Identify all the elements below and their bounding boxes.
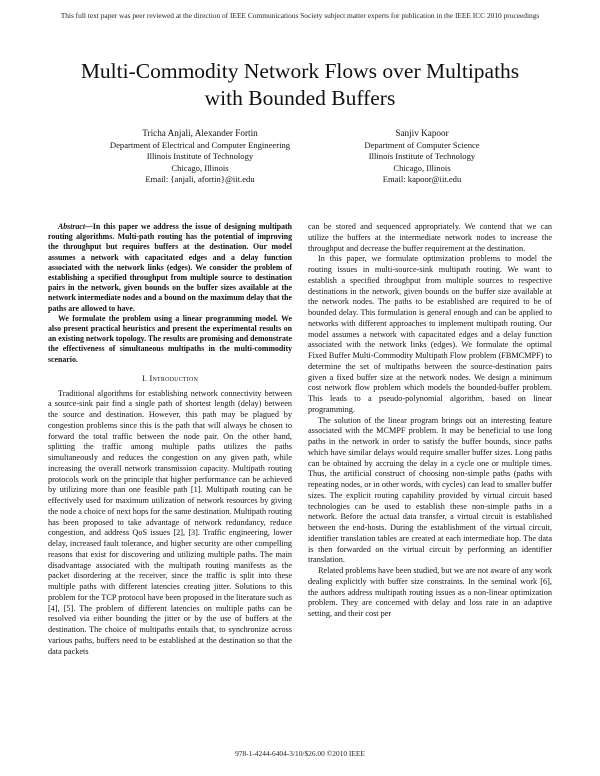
- section-heading-introduction: [48, 374, 292, 385]
- author-block-right: [318, 128, 526, 186]
- body-paragraph: The solution of the linear program brings out an interesting feature associated with the MCMPF problem. It may be beneficial to use long paths in the network in order to satisfy the buffer bounds, since paths which have similar delays would require smaller buffer sizes. Long paths can be obtained by accruing the delay in a cycle one or multiple times. Thus, the artificial construct of choosing non-simple paths (paths with repeating nodes, or in other words, with cycles) can lead to smaller buffer sizes. The explicit routing capability provided by virtual circuit based technologies can be used to establish these non-simple paths in a network. Before the actual data transfer, a virtual circuit is established between the end-hosts. During the establishment of the virtual circuit, identifier translation tables are created at each intermediate hop. The data is then forwarded on the virtual circuit by performing an identifier translation.: [308, 415, 552, 565]
- author-institution: Illinois Institute of Technology: [146, 151, 254, 162]
- title-line-1: Multi-Commodity Network Flows over Multipaths: [80, 59, 520, 83]
- title-line-2: with Bounded Buffers: [204, 86, 396, 110]
- section-title: Introduction: [149, 373, 199, 383]
- author-location: Chicago, Illinois: [171, 162, 229, 173]
- body-paragraph: In this paper, we formulate optimization problems to model the routing issues in multi-source-sink multipath routing. We want to establish a specified throughput from multiple sources to respective destinations in the network, given bounds on the buffer size available at the network nodes. The paths to be established are required to be of bounded delay. This formulation is general enough and can be applied to networks with different approaches to implement multipath routing. Our model assumes a network with capacitated edges and a delay function associated with the network links (edges). We formulate the optimal Fixed Buffer Multi-Commodity Multipath Flow problem (FBMCMPF) to determine the set of multipaths between the source-destination pairs given a fixed buffer size at the network nodes. We design a minimum cost network flow problem which models the bounded-buffer problem. This leads to a pseudo-polynomial algorithm, based on linear programming.: [308, 254, 552, 414]
- section-numeral: I.: [141, 373, 148, 383]
- paper-title: [30, 58, 570, 112]
- author-location: Chicago, Illinois: [393, 162, 451, 173]
- body-paragraph: Traditional algorithms for establishing network connectivity between a source-sink pair find a single path of shortest length (delay) between the source and destination. However, this path may be plagued by congestion problems since this is the path that will always be chosen to forward the total traffic between the node pair. On the other hand, splitting the traffic among multiple paths utilizes the paths simultaneously and reduces the congestion on any given path, while increasing the overall network transmission capacity. Multipath routing protocols work on the principle that higher performance can be achieved by utilizing more than one feasible path [1]. Multipath routing can be effectively used for maximum utilization of network resources by giving the node a choice of next hops for the same destination. Multipath routing has been proposed to take advantage of network redundancy, reduce congestion, and address QoS issues [2], [3]. Traffic engineering, lower delay, increased fault tolerance, and higher security are other compelling reasons that exist for discovering and utilizing multiple paths. The main disadvantage associated with the multipath routing manifests as the packet disordering at the receiver, since the traffic is split into these multiple paths with different latencies creating jitter. Solutions to this problem for the TCP protocol have been proposed in the literature such as [4], [5]. The problem of different latencies on multiple paths can be resolved via either bounding the jitter or by the use of buffers at the destination. The choice of multipaths entails that, to synchronize across various paths, buffers need to be established at the destination so that the data packets: [48, 388, 293, 656]
- author-department: Department of Electrical and Computer Engineering: [109, 139, 291, 150]
- author-department: Department of Computer Science: [364, 139, 480, 150]
- abstract-text-1: —In this paper we address the issue of designing multipath routing algorithms. Multi-path routing has the potential of improving the throughput but requires buffers at the destination. Our model assumes a network with capacitated edges and a delay function associated with the network links (edges). We consider the problem of establishing a specified throughput from multiple source to destination pairs in the network, given bounds on the buffer sizes available at the network intermediate nodes and a bound on the maximum delay that the paths are allowed to have.: [48, 222, 292, 313]
- author-email: Email: {anjali, afortin}@iit.edu: [145, 174, 255, 185]
- right-column: [308, 222, 552, 620]
- body-paragraph: can be stored and sequenced appropriately. We contend that we can utilize the buffers at the intermediate network nodes to increase the throughput and decrease the buffer requirement at the destination.: [308, 222, 552, 253]
- left-column: [48, 222, 292, 657]
- abstract: [48, 222, 292, 365]
- author-names: Tricha Anjali, Alexander Fortin: [142, 128, 258, 138]
- body-paragraph: Related problems have been studied, but we are not aware of any work dealing explicitly with buffer size constraints. In the seminal work [6], the authors address multipath routing issues as a non-linear optimization problem. They are concerned with delay and loss rate in an adaptive setting, and their cost per: [308, 566, 552, 618]
- author-names: Sanjiv Kapoor: [395, 128, 449, 138]
- abstract-paragraph-2: We formulate the problem using a linear programming model. We also present practical heuristics and present the experimental results on an existing network topology. The results are promising and demonstrate the effectiveness of simultaneous multipaths in the multi-commodity scenario.: [48, 313, 292, 364]
- author-institution: Illinois Institute of Technology: [368, 151, 476, 162]
- abstract-paragraph-1: [48, 222, 292, 314]
- copyright-footer: 978-1-4244-6404-3/10/$26.00 ©2010 IEEE: [235, 749, 365, 758]
- abstract-label: Abstract: [58, 222, 86, 231]
- author-email: Email: kapoor@iit.edu: [382, 174, 462, 185]
- author-block-left: [90, 128, 310, 186]
- peer-review-notice: This full text paper was peer reviewed at the direction of IEEE Communications Society subject matter experts for publication in the IEEE ICC 2010 proceedings: [60, 11, 540, 20]
